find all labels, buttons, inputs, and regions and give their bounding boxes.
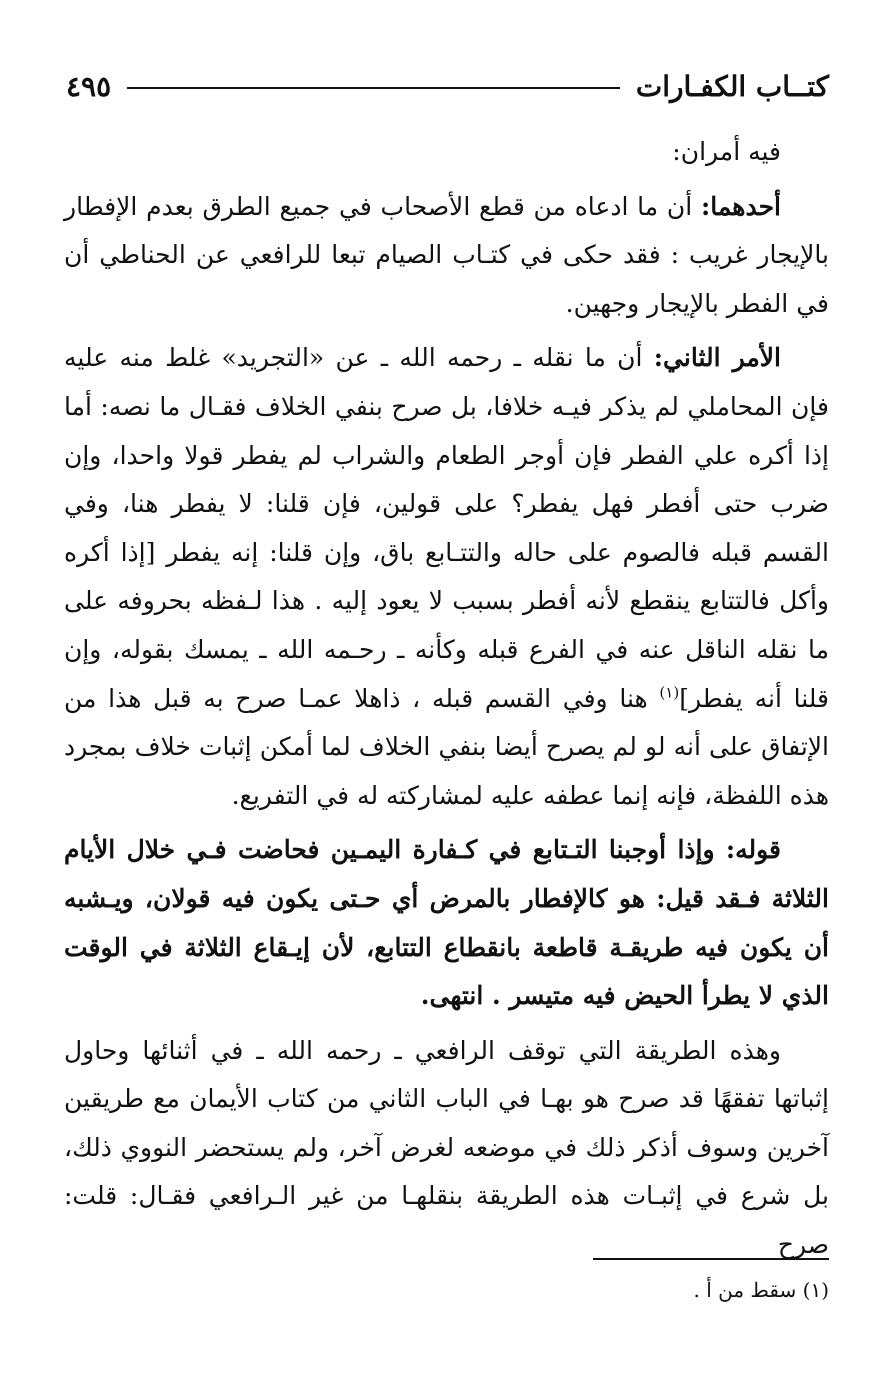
page-body [64,128,829,1276]
paragraph-text: وهذه الطريقة التي توقف الرافعي ـ رحمه الله ـ في أثنائها وحاول إثباتها تفقهًا قد صرح هو بهـا في الباب الثاني من كتاب الأيمان مع طريقين آخرين وسوف أذكر ذلك في موضعه لغرض آخر، ولم يستحضر النووي ذلك، بل شرع في إثبـات هذه الطريقة بنقلهـا من غير الـرافعي فقـال: قلت: صرح [64,1035,829,1260]
paragraph-text: فيه أمران: [672,137,781,166]
paragraph-commentary [64,1027,829,1270]
footnote-reference: (١) [659,683,680,702]
paragraph-intro [64,128,829,177]
running-header [66,64,829,108]
header-rule [127,87,620,89]
footnote: (١) سقط من أ . [693,1278,829,1302]
page-number: ٤٩٥ [66,69,112,103]
paragraph-first-matter [64,183,829,329]
paragraph-quoted-statement [64,826,829,1020]
footnote-divider [593,1258,829,1260]
paragraph-text: قوله: وإذا أوجبنا التـتابع في كـفارة اليمـين فحاضت فـي خلال الأيام الثلاثة فـقد قيل: هو كالإفطار بالمرض أي حـتى يكون فيه قولان، ويـشبه أن يكون فيه طريقـة قاطعة بانقطاع التتابع، لأن إيـقاع الثلاثة في الوقت الذي لا يطرأ الحيض فيه متيسر . انتهى. [64,835,829,1011]
paragraph-text: أن ما ادعاه من قطع الأصحاب في جميع الطرق بعدم الإفطار بالإيجار غريب : فقد حكى في كتـاب الصيام تبعا للرافعي عن الحناطي أن في الفطر بالإيجار وجهين. [64,191,829,318]
chapter-title: كتــاب الكفـارات [635,69,829,103]
paragraph-text: هنا وفي القسم قبله ، ذاهلا عمـا صرح به قبل هذا من الإتفاق على أنه لو لم يصرح أيضا بنفي الخلاف لما أمكن إثبات خلاف بمجرد هذه اللفظة، فإنه إنما عطفه عليه لمشاركته له في التفريع. [64,683,829,810]
paragraph-lead: الأمر الثاني: [653,343,781,373]
paragraph-text: أن ما نقله ـ رحمه الله ـ عن «التجريد» غلط منه عليه فإن المحاملي لم يذكر فيـه خلافا، بل صرح بنفي الخلاف فقـال ما نصه: أما إذا أكره علي الفطر فإن أوجر الطعام والشراب لم يفطر قولا واحدا، وإن ضرب حتى أفطر فهل يفطر؟ على قولين، فإن قلنا: لا يفطر هنا، وفي القسم قبله فالصوم على حاله والتتـابع باق، وإن قلنا: إنه يفطر [إذا أكره وأكل فالتتابع ينقطع لأنه أفطر بسبب لا يعود إليه . هذا لـفظه بحروفه على ما نقله الناقل عنه في الفرع قبله وكأنه ـ رحـمه الله ـ يمسك بقوله، وإن قلنا أنه يفطر] [64,343,830,713]
paragraph-second-matter [64,334,829,820]
paragraph-lead: أحدهما: [701,191,782,221]
